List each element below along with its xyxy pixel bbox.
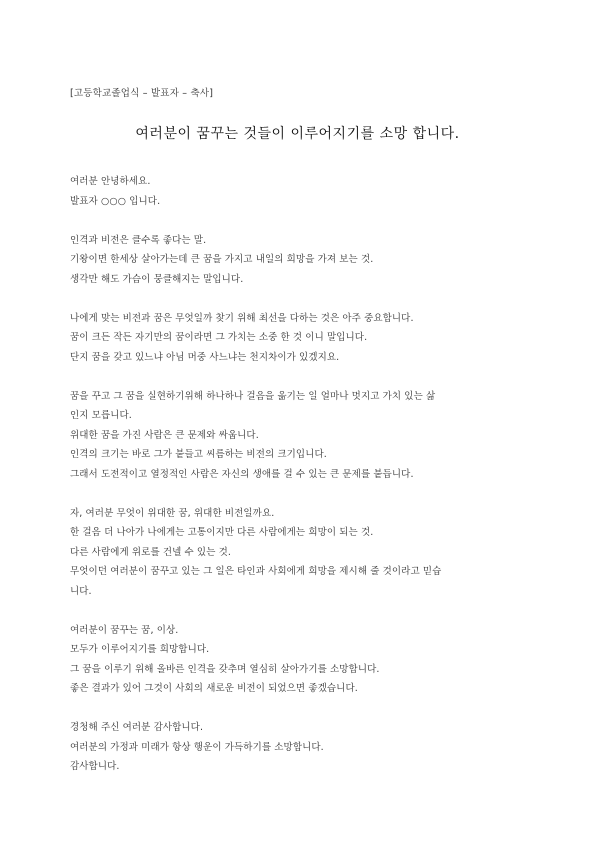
paragraph-line: 니다. bbox=[70, 585, 92, 597]
paragraph-line: 단지 꿈을 갖고 있느냐 아님 머중 사느냐는 천지차이가 있겠지요. bbox=[70, 351, 340, 363]
paragraph bbox=[70, 231, 530, 290]
paragraph-line: 기왕이면 한세상 살아가는데 큰 꿈을 가지고 내일의 희망을 가져 보는 것. bbox=[70, 254, 374, 265]
paragraph-line: 무엇이던 여러분이 꿈꾸고 있는 그 일은 타인과 사회에게 희망을 제시해 줄 것이라고 믿습 bbox=[70, 566, 442, 577]
paragraph-line: 여러분이 꿈꾸는 꿈, 이상. bbox=[70, 624, 179, 636]
paragraph-line: 나에게 맞는 비전과 꿈은 무엇일까 찾기 위해 최선을 다하는 것은 아주 중요합니다. bbox=[70, 312, 414, 324]
paragraph-line: 그 꿈을 이루기 위해 올바른 인격을 갖추며 열심히 살아가기를 소망합니다. bbox=[70, 663, 380, 675]
paragraph bbox=[70, 387, 530, 485]
paragraph-line: 자, 여러분 무엇이 위대한 꿈, 위대한 비전일까요. bbox=[70, 507, 275, 519]
document-title: 여러분이 꿈꾸는 것들이 이루어지기를 소망 합니다. bbox=[135, 126, 460, 142]
paragraph-line: 그래서 도전적이고 열정적인 사람은 자신의 생애를 걸 수 있는 큰 문제를 붙듭니다. bbox=[70, 468, 414, 480]
paragraph-line: 인격의 크기는 바로 그가 붙들고 씨름하는 비전의 크기입니다. bbox=[70, 449, 327, 460]
paragraph-line: 인격과 비전은 클수록 좋다는 말. bbox=[70, 234, 207, 246]
document-body bbox=[70, 172, 530, 796]
paragraph-line: 경청해 주신 여러분 감사합니다. bbox=[70, 722, 204, 733]
paragraph-line: 발표자 ○○○ 입니다. bbox=[70, 195, 161, 207]
paragraph bbox=[70, 504, 530, 602]
header-tag: [고등학교졸업식 – 발표자 – 축사] bbox=[70, 88, 214, 99]
paragraph-line: 여러분의 가정과 미래가 항상 행운이 가득하기를 소망합니다. bbox=[70, 741, 324, 753]
paragraph-line: 감사합니다. bbox=[70, 761, 120, 772]
paragraph-line: 좋은 결과가 있어 그것이 사회의 새로운 비전이 되었으면 좋겠습니다. bbox=[70, 683, 358, 694]
paragraph bbox=[70, 172, 530, 211]
paragraph bbox=[70, 718, 530, 777]
paragraph-line: 인지 모릅니다. bbox=[70, 410, 132, 421]
paragraph-line: 모두가 이루어지기를 희망합니다. bbox=[70, 644, 210, 655]
paragraph-line: 꿈을 꾸고 그 꿈을 실현하기위해 하나하나 걸음을 옮기는 일 얼마나 멋지고 가치 있는 삶 bbox=[70, 390, 436, 402]
paragraph bbox=[70, 621, 530, 699]
paragraph-line: 꿈이 크든 작든 자기만의 꿈이라면 그 가치는 소중 한 것 이니 말입니다. bbox=[70, 332, 368, 343]
paragraph-line: 여러분 안녕하세요. bbox=[70, 176, 151, 187]
paragraph-line: 한 걸음 더 나아가 나에게는 고통이지만 다른 사람에게는 희망이 되는 것. bbox=[70, 527, 374, 538]
paragraph-line: 생각만 해도 가슴이 뭉클해지는 말입니다. bbox=[70, 273, 244, 285]
paragraph-line: 위대한 꿈을 가진 사람은 큰 문제와 싸웁니다. bbox=[70, 429, 259, 441]
paragraph-line: 다른 사람에게 위로를 건넬 수 있는 것. bbox=[70, 546, 231, 558]
paragraph bbox=[70, 309, 530, 368]
